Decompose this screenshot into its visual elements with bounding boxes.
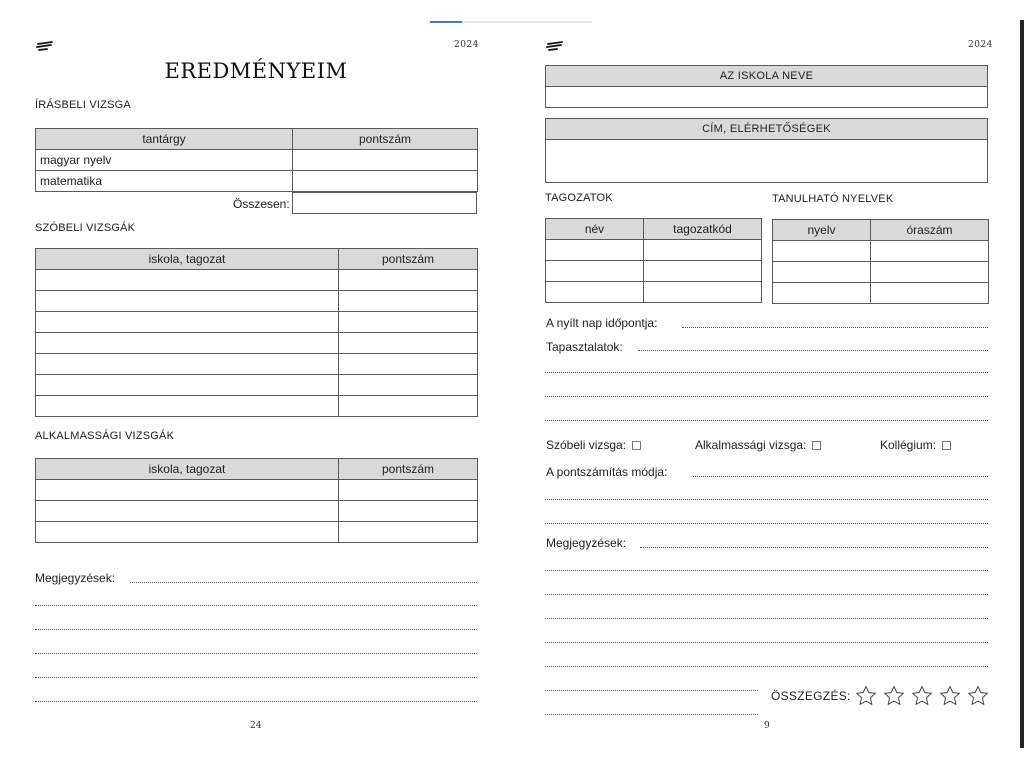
language-cell[interactable] [773, 241, 871, 262]
star-icon[interactable] [910, 684, 934, 708]
school-cell[interactable] [36, 333, 339, 354]
code-cell[interactable] [644, 240, 762, 261]
subject-cell: matematika [36, 171, 293, 192]
page-number: 24 [250, 721, 262, 731]
language-cell[interactable] [773, 283, 871, 304]
languages-body [773, 241, 989, 304]
score-cell[interactable] [339, 396, 478, 417]
notes-line[interactable] [35, 629, 477, 630]
checkbox-label: Alkalmassági vizsga: [695, 438, 807, 452]
table-row [546, 240, 762, 261]
name-cell[interactable] [546, 261, 644, 282]
oral-exam-check[interactable] [546, 438, 641, 452]
table-row [36, 150, 478, 171]
score-cell[interactable] [339, 501, 478, 522]
scoring-line[interactable] [545, 523, 988, 524]
table-row [546, 282, 762, 303]
notes-line[interactable] [130, 582, 477, 583]
checkbox[interactable] [942, 441, 951, 450]
star-icon[interactable] [938, 684, 962, 708]
open-day-label: A nyílt nap időpontja: [546, 316, 658, 330]
checkbox[interactable] [812, 441, 821, 450]
table-row [36, 270, 478, 291]
table-row [546, 261, 762, 282]
total-score-field[interactable] [292, 192, 477, 214]
table-row [36, 171, 478, 192]
notes-line[interactable] [35, 677, 477, 678]
aptitude-exam-check[interactable] [695, 438, 821, 452]
school-cell[interactable] [36, 396, 339, 417]
experiences-line[interactable] [638, 350, 988, 351]
school-cell[interactable] [36, 501, 339, 522]
table-row [36, 354, 478, 375]
table-row [36, 501, 478, 522]
viewer-scrollbar[interactable] [1020, 20, 1024, 748]
column-header: óraszám [871, 220, 989, 241]
departments-table [545, 218, 762, 303]
departments-body [546, 240, 762, 303]
brand-logo-icon [546, 41, 564, 52]
notes-label: Megjegyzések: [546, 536, 627, 550]
notes-line[interactable] [545, 714, 758, 715]
table-row [36, 291, 478, 312]
departments-heading: TAGOZATOK [545, 192, 613, 204]
code-cell[interactable] [644, 261, 762, 282]
notes-label: Megjegyzések: [35, 571, 116, 585]
school-name-field[interactable] [545, 86, 988, 108]
score-cell[interactable] [293, 171, 478, 192]
column-header: pontszám [293, 129, 478, 150]
column-header: pontszám [339, 459, 478, 480]
hours-cell[interactable] [871, 241, 989, 262]
score-cell[interactable] [339, 375, 478, 396]
hours-cell[interactable] [871, 283, 989, 304]
school-cell[interactable] [36, 270, 339, 291]
code-cell[interactable] [644, 282, 762, 303]
table-row [773, 283, 989, 304]
table-row [773, 241, 989, 262]
name-cell[interactable] [546, 282, 644, 303]
languages-heading: TANULHATÓ NYELVEK [772, 193, 894, 205]
column-header: nyelv [773, 220, 871, 241]
column-header: iskola, tagozat [36, 249, 339, 270]
score-cell[interactable] [339, 312, 478, 333]
notes-line[interactable] [35, 701, 477, 702]
column-header: tagozatkód [644, 219, 762, 240]
table-row [36, 312, 478, 333]
score-cell[interactable] [293, 150, 478, 171]
score-cell[interactable] [339, 291, 478, 312]
checkbox-label: Szóbeli vizsga: [546, 438, 627, 452]
name-cell[interactable] [546, 240, 644, 261]
year-label: 2024 [454, 40, 479, 50]
checkbox-label: Kollégium: [880, 438, 937, 452]
page-title: EREDMÉNYEIM [164, 59, 348, 83]
score-cell[interactable] [339, 270, 478, 291]
oral-exams-heading: SZÓBELI VIZSGÁK [35, 222, 136, 234]
scoring-line[interactable] [693, 476, 988, 477]
school-cell[interactable] [36, 522, 339, 543]
subject-cell: magyar nyelv [36, 150, 293, 171]
notes-line[interactable] [35, 605, 477, 606]
dormitory-check[interactable] [880, 438, 951, 452]
notes-line[interactable] [545, 618, 988, 619]
score-cell[interactable] [339, 354, 478, 375]
brand-logo-icon [36, 41, 54, 52]
scoring-method-label: A pontszámítás módja: [546, 465, 668, 479]
year-label: 2024 [968, 40, 993, 50]
column-header: tantárgy [36, 129, 293, 150]
star-icon[interactable] [854, 684, 878, 708]
open-day-line[interactable] [682, 327, 988, 328]
school-cell[interactable] [36, 375, 339, 396]
languages-table [772, 219, 989, 304]
oral-exams-table [35, 248, 478, 417]
school-cell[interactable] [36, 480, 339, 501]
table-row [36, 333, 478, 354]
total-label: Összesen: [233, 197, 290, 211]
school-cell[interactable] [36, 312, 339, 333]
right-page [512, 0, 1020, 768]
table-row [36, 396, 478, 417]
column-header: iskola, tagozat [36, 459, 339, 480]
written-exam-heading: ÍRÁSBELI VIZSGA [35, 99, 131, 111]
column-header: név [546, 219, 644, 240]
experiences-line[interactable] [545, 372, 988, 373]
table-row [36, 522, 478, 543]
summary-label: ÖSSZEGZÉS: [771, 689, 851, 703]
address-header: CÍM, ELÉRHETŐSÉGEK [545, 118, 988, 140]
aptitude-exams-body [36, 480, 478, 543]
score-cell[interactable] [339, 480, 478, 501]
page-number: 9 [764, 721, 770, 731]
table-row [36, 375, 478, 396]
table-row [36, 480, 478, 501]
table-row [773, 262, 989, 283]
aptitude-exams-table [35, 458, 478, 543]
school-name-header: AZ ISKOLA NEVE [545, 65, 988, 87]
oral-exams-body [36, 270, 478, 417]
experiences-label: Tapasztalatok: [546, 340, 623, 354]
star-icon[interactable] [966, 684, 990, 708]
notes-line[interactable] [35, 653, 477, 654]
address-field[interactable] [545, 139, 988, 183]
score-cell[interactable] [339, 333, 478, 354]
score-cell[interactable] [339, 522, 478, 543]
summary-rating[interactable] [854, 684, 990, 708]
column-header: pontszám [339, 249, 478, 270]
scoring-line[interactable] [545, 499, 988, 500]
language-cell[interactable] [773, 262, 871, 283]
written-exam-table [35, 128, 478, 192]
aptitude-exams-heading: ALKALMASSÁGI VIZSGÁK [35, 430, 175, 442]
notes-line[interactable] [545, 570, 988, 571]
checkbox[interactable] [632, 441, 641, 450]
notes-line[interactable] [545, 690, 758, 691]
notes-line[interactable] [640, 547, 988, 548]
experiences-line[interactable] [545, 420, 988, 421]
school-cell[interactable] [36, 291, 339, 312]
notes-line[interactable] [545, 666, 988, 667]
notes-line[interactable] [545, 642, 988, 643]
hours-cell[interactable] [871, 262, 989, 283]
star-icon[interactable] [882, 684, 906, 708]
school-cell[interactable] [36, 354, 339, 375]
experiences-line[interactable] [545, 396, 988, 397]
notes-line[interactable] [545, 594, 988, 595]
